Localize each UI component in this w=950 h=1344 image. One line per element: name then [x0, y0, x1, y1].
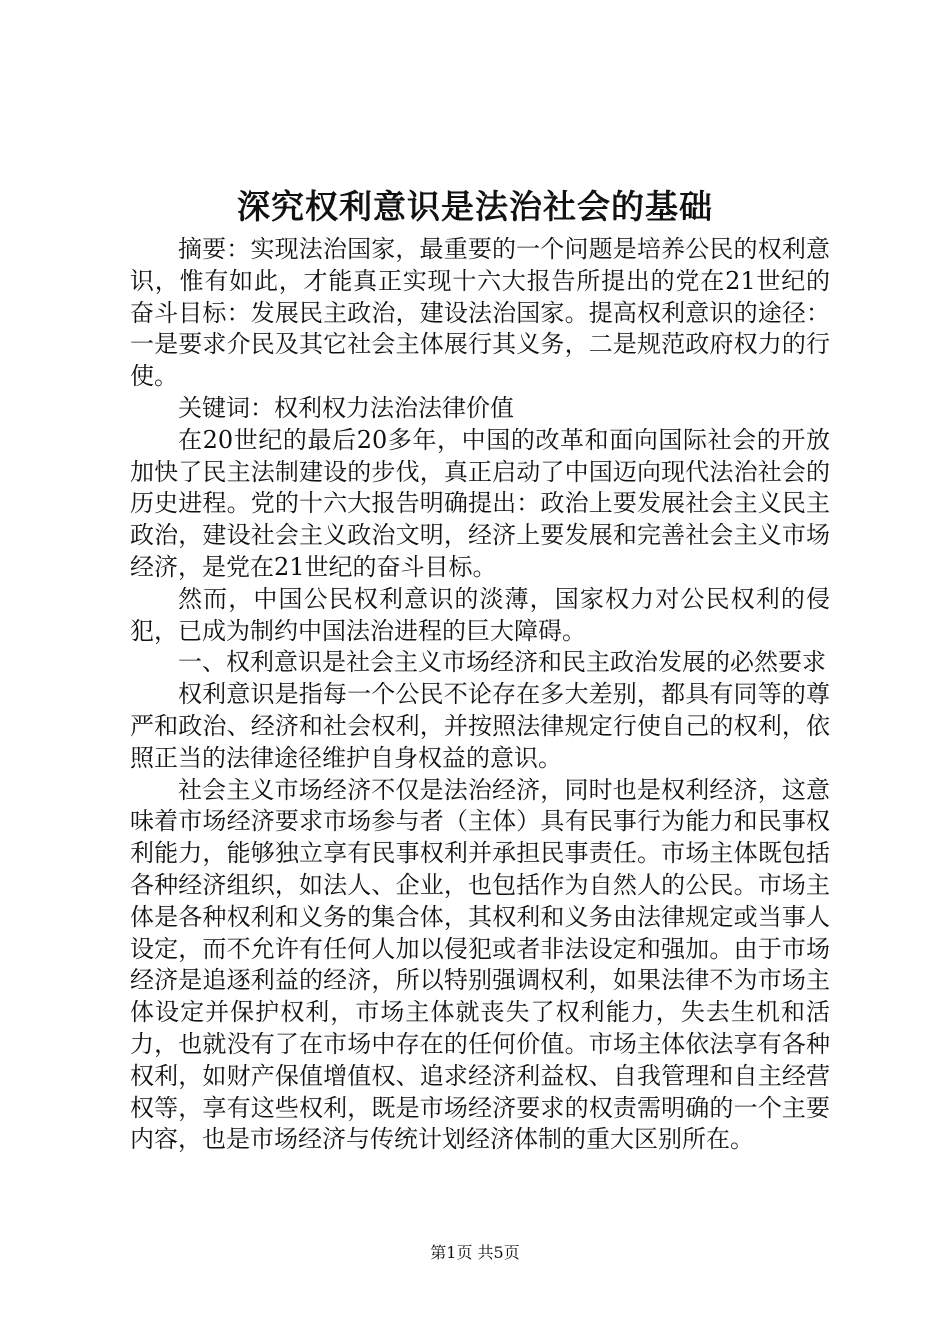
document-body	[130, 234, 830, 1156]
body-paragraph: 社会主义市场经济不仅是法治经济，同时也是权利经济，这意味着市场经济要求市场参与者（主体）具有民事行为能力和民事权利能力，能够独立享有民事权利并承担民事责任。市场主体既包括各种经济组织，如法人、企业，也包括作为自然人的公民。市场主体是各种权利和义务的集合体，其权利和义务由法律规定或当事人设定，而不允许有任何人加以侵犯或者非法设定和强加。由于市场经济是追逐利益的经济，所以特别强调权利，如果法律不为市场主体设定并保护权利，市场主体就丧失了权利能力，失去生机和活力，也就没有了在市场中存在的任何价值。市场主体依法享有各种权利，如财产保值增值权、追求经济利益权、自我管理和自主经营权等，享有这些权利，既是市场经济要求的权责需明确的一个主要内容，也是市场经济与传统计划经济体制的重大区别所在。	[130, 775, 830, 1154]
body-paragraph: 权利意识是指每一个公民不论存在多大差别，都具有同等的尊严和政治、经济和社会权利，并按照法律规定行使自己的权利，依照正当的法律途径维护自身权益的意识。	[130, 680, 830, 772]
body-paragraph: 在20世纪的最后20多年，中国的改革和面向国际社会的开放加快了民主法制建设的步伐，真正启动了中国迈向现代法治社会的历史进程。党的十六大报告明确提出：政治上要发展社会主义民主政治，建设社会主义政治文明，经济上要发展和完善社会主义市场经济，是党在21世纪的奋斗目标。	[130, 425, 830, 581]
page-footer: 第1页 共5页	[430, 1243, 520, 1262]
keywords-paragraph: 关键词：权利权力法治法律价值	[178, 393, 514, 422]
section-heading: 一、权利意识是社会主义市场经济和民主政治发展的必然要求	[178, 648, 826, 677]
body-paragraph: 然而，中国公民权利意识的淡薄，国家权力对公民权利的侵犯，已成为制约中国法治进程的巨大障碍。	[130, 584, 830, 645]
document-title: 深究权利意识是法治社会的基础	[237, 187, 713, 226]
abstract-paragraph: 摘要：实现法治国家，最重要的一个问题是培养公民的权利意识，惟有如此，才能真正实现十六大报告所提出的党在21世纪的奋斗目标：发展民主政治，建设法治国家。提高权利意识的途径：一是要求介民及其它社会主体展行其义务，二是规范政府权力的行使。	[130, 235, 830, 391]
